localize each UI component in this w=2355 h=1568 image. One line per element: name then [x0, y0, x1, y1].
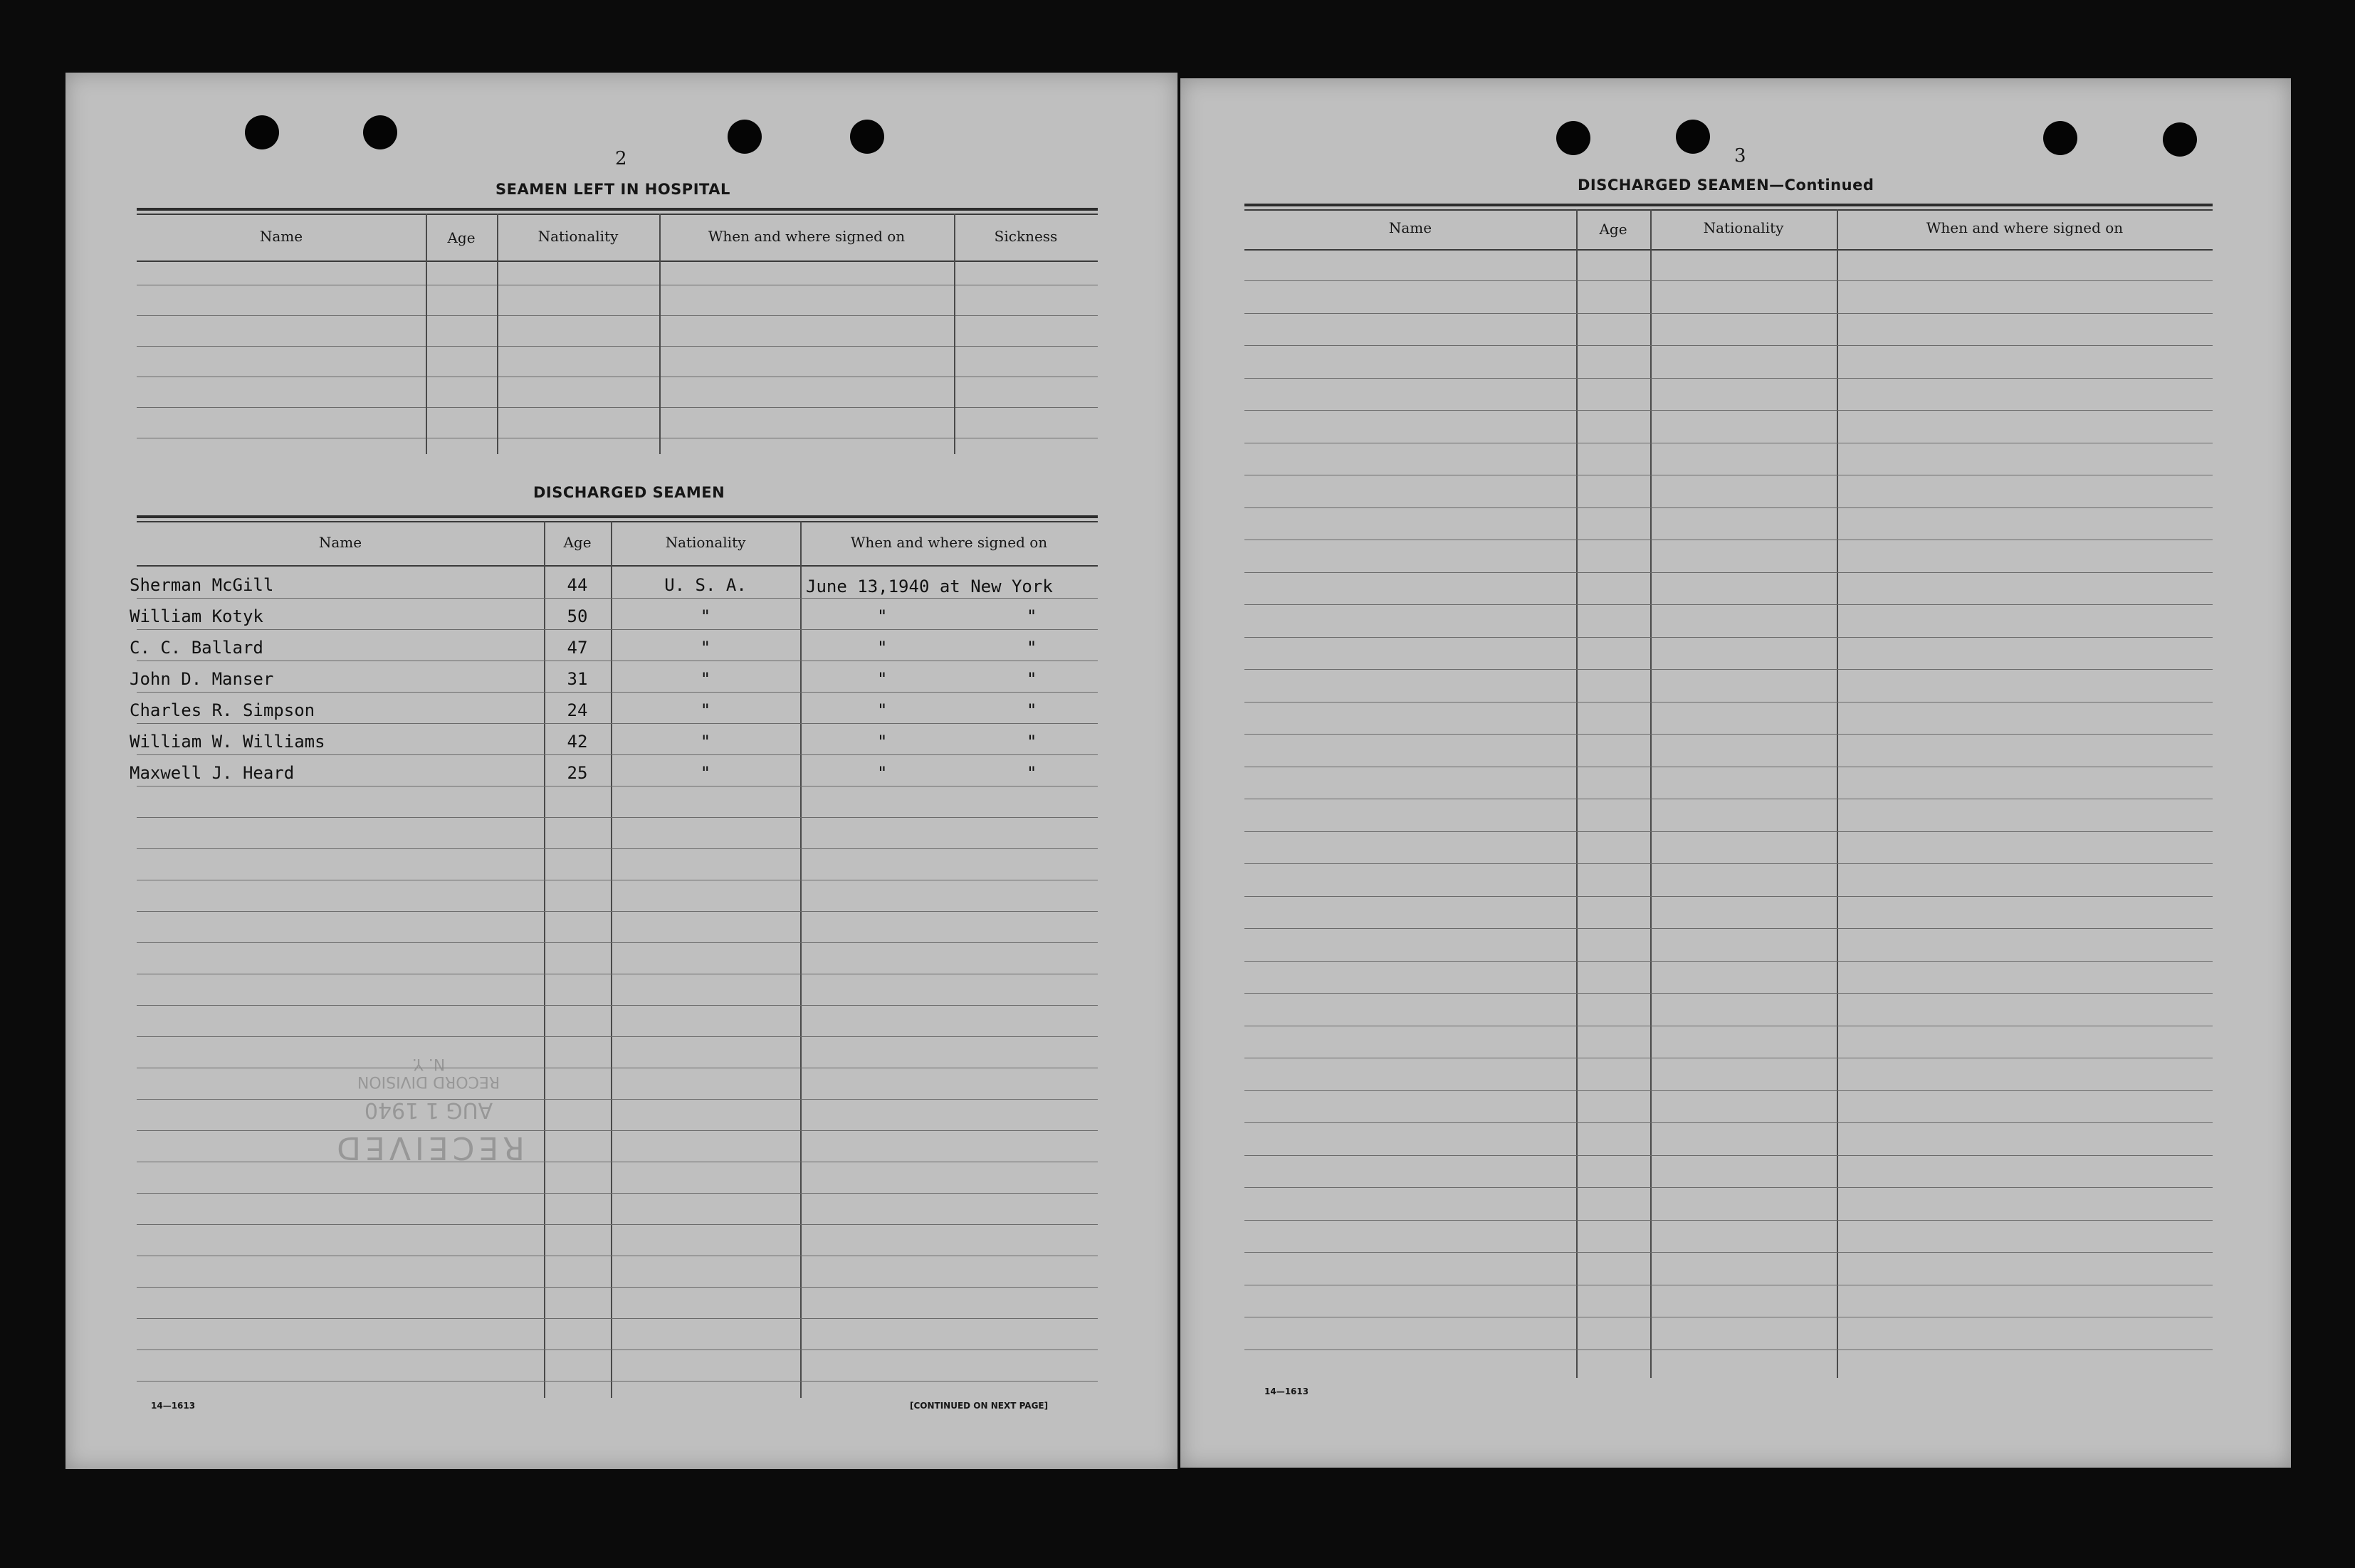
ruled-line	[1244, 313, 2213, 314]
hospital-section-title: SEAMEN LEFT IN HOSPITAL	[495, 181, 730, 198]
seaman-signed-ditto: "	[877, 606, 888, 626]
ruled-line	[137, 942, 1098, 943]
ruled-line	[137, 723, 1098, 724]
ruled-line	[1244, 863, 2213, 864]
seaman-nationality: "	[700, 763, 711, 783]
seaman-name: William Kotyk	[130, 606, 263, 626]
seaman-age: 42	[567, 732, 588, 752]
seaman-age: 50	[567, 606, 588, 626]
hospital-header-sickness: Sickness	[994, 228, 1058, 245]
seaman-signed-ditto: "	[877, 732, 888, 752]
ruled-line	[137, 848, 1098, 849]
ruled-line	[137, 1318, 1098, 1319]
seaman-signed-ditto: "	[877, 669, 888, 689]
seaman-nationality: "	[700, 732, 711, 752]
ruled-line	[1244, 734, 2213, 735]
seaman-nationality: U. S. A.	[664, 575, 747, 595]
ruled-line	[1244, 961, 2213, 962]
seaman-name: William W. Williams	[130, 732, 325, 752]
seaman-signed-on: June 13,1940 at New York	[806, 577, 1053, 596]
seaman-age: 47	[567, 638, 588, 658]
hospital-header-nationality: Nationality	[537, 228, 619, 245]
ruled-line	[137, 1287, 1098, 1288]
ruled-line	[1244, 572, 2213, 573]
discharged-continued-table	[1244, 204, 2213, 1378]
discharged-header-age: Age	[563, 534, 592, 551]
ruled-line	[1244, 1252, 2213, 1253]
continued-header-name: Name	[1388, 219, 1432, 236]
right-page	[1180, 78, 2291, 1468]
hospital-header-signed-on: When and where signed on	[708, 228, 906, 245]
received-stamp	[308, 1055, 550, 1166]
ruled-line	[137, 598, 1098, 599]
ruled-line	[1244, 280, 2213, 281]
ruled-line	[1244, 669, 2213, 670]
discharged-header-nationality: Nationality	[665, 534, 746, 551]
stamp-line: AUG 1 1940	[364, 1098, 493, 1122]
ruled-line	[1244, 1349, 2213, 1350]
punch-hole	[728, 120, 762, 154]
ruled-line	[1244, 928, 2213, 929]
punch-hole	[245, 115, 279, 149]
ruled-line	[1244, 378, 2213, 379]
continued-header-age: Age	[1599, 221, 1627, 238]
punch-hole	[1676, 120, 1710, 154]
continued-section-title: DISCHARGED SEAMEN—Continued	[1578, 177, 1874, 194]
seaman-age: 24	[567, 700, 588, 720]
ruled-line	[1244, 637, 2213, 638]
continued-note: [CONTINUED ON NEXT PAGE]	[910, 1401, 1049, 1411]
ruled-line	[137, 1381, 1098, 1382]
seaman-signed-ditto: "	[1027, 732, 1037, 752]
stamp-line: RECEIVED	[332, 1130, 525, 1166]
seaman-signed-ditto: "	[1027, 763, 1037, 783]
seaman-signed-ditto: "	[877, 700, 888, 720]
ruled-line	[137, 911, 1098, 912]
seaman-signed-ditto: "	[1027, 606, 1037, 626]
continued-header-nationality: Nationality	[1703, 219, 1784, 236]
stamp-line: N. Y.	[411, 1055, 446, 1073]
continued-header-signed-on: When and where signed on	[1926, 219, 2124, 236]
seaman-age: 31	[567, 669, 588, 689]
seaman-signed-ditto: "	[1027, 669, 1037, 689]
hospital-table	[137, 208, 1098, 457]
hospital-header-name: Name	[259, 228, 303, 245]
page-number: 3	[1734, 145, 1746, 167]
ruled-line	[1244, 702, 2213, 703]
ruled-line	[1244, 831, 2213, 832]
seaman-name: Sherman McGill	[130, 575, 274, 595]
ruled-line	[137, 1193, 1098, 1194]
seaman-name: C. C. Ballard	[130, 638, 263, 658]
seaman-name: Charles R. Simpson	[130, 700, 315, 720]
seaman-signed-ditto: "	[877, 763, 888, 783]
seaman-signed-ditto: "	[1027, 638, 1037, 658]
ruled-line	[1244, 604, 2213, 605]
ruled-line	[1244, 1122, 2213, 1123]
seaman-signed-ditto: "	[877, 638, 888, 658]
ruled-line	[137, 1349, 1098, 1350]
ruled-line	[1244, 1155, 2213, 1156]
page-number: 2	[615, 148, 627, 169]
ruled-line	[137, 1130, 1098, 1131]
seaman-age: 25	[567, 763, 588, 783]
ruled-line	[137, 1224, 1098, 1225]
discharged-table	[130, 515, 1098, 1398]
ruled-line	[1244, 993, 2213, 994]
left-page	[65, 73, 1178, 1469]
ruled-line	[137, 1099, 1098, 1100]
seaman-nationality: "	[700, 700, 711, 720]
punch-hole	[850, 120, 884, 154]
ruled-line	[1244, 896, 2213, 897]
seaman-name: John D. Manser	[130, 669, 274, 689]
punch-hole	[2163, 122, 2197, 157]
ruled-line	[1244, 507, 2213, 508]
ruled-line	[1244, 410, 2213, 411]
ruled-line	[137, 1005, 1098, 1006]
punch-hole	[1556, 121, 1590, 155]
ruled-line	[1244, 345, 2213, 346]
ruled-line	[137, 1036, 1098, 1037]
form-number: 14—1613	[151, 1401, 196, 1411]
seaman-nationality: "	[700, 606, 711, 626]
ruled-line	[1244, 1090, 2213, 1091]
hospital-header-age: Age	[447, 229, 476, 246]
discharged-header-name: Name	[318, 534, 362, 551]
discharged-header-signed-on: When and where signed on	[850, 534, 1048, 551]
stamp-line: RECORD DIVISION	[357, 1073, 500, 1090]
seaman-signed-ditto: "	[1027, 700, 1037, 720]
seaman-nationality: "	[700, 638, 711, 658]
punch-hole	[363, 115, 397, 149]
seaman-age: 44	[567, 575, 588, 595]
seaman-nationality: "	[700, 669, 711, 689]
form-number: 14—1613	[1264, 1387, 1309, 1396]
ruled-line	[1244, 1187, 2213, 1188]
seaman-name: Maxwell J. Heard	[130, 763, 295, 783]
ruled-line	[137, 754, 1098, 755]
ruled-line	[137, 629, 1098, 630]
discharged-section-title: DISCHARGED SEAMEN	[533, 484, 725, 501]
ruled-line	[1244, 1220, 2213, 1221]
punch-hole	[2043, 121, 2077, 155]
ruled-line	[137, 692, 1098, 693]
ruled-line	[137, 817, 1098, 818]
